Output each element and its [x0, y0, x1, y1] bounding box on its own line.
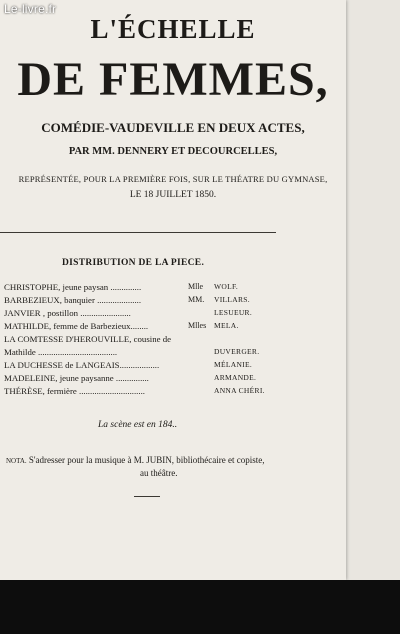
cast-role: THÉRÈSE, fermière ..............................	[4, 386, 145, 396]
premiere-date: LE 18 JUILLET 1850.	[129, 190, 217, 200]
cast-actor: DUVERGER.	[214, 347, 260, 356]
cast-prefix: MM.	[188, 295, 205, 304]
cast-row	[0, 295, 346, 307]
cast-role: MATHILDE, femme de Barbezieux........	[4, 321, 149, 331]
cast-row	[0, 373, 346, 385]
cast-role: BARBEZIEUX, banquier ....................	[4, 295, 142, 305]
subtitle: COMÉDIE-VAUDEVILLE EN DEUX ACTES,	[41, 120, 305, 135]
cast-actor: LESUEUR.	[214, 308, 253, 317]
cast-actor: ANNA CHÉRI.	[214, 386, 265, 395]
cast-heading: DISTRIBUTION DE LA PIECE.	[62, 258, 205, 268]
background-strip	[0, 580, 400, 634]
cast-role: LA COMTESSE D'HEROUVILLE, cousine de	[4, 334, 171, 344]
cast-role: LA DUCHESSE de LANGEAIS..................	[4, 360, 160, 370]
cast-role: MADELEINE, jeune paysanne ...............	[4, 373, 149, 383]
nota-line-2: au théâtre.	[140, 468, 178, 478]
title-line-2: DE FEMMES,	[17, 53, 329, 106]
cast-actor: WOLF.	[214, 282, 239, 291]
cast-row	[0, 360, 346, 372]
title-line-1: L'ÉCHELLE	[90, 14, 256, 44]
cast-role: CHRISTOPHE, jeune paysan ..............	[4, 282, 142, 292]
cast-actor: VILLARS.	[214, 295, 250, 304]
premiere-line: REPRÉSENTÉE, POUR LA PREMIÈRE FOIS, SUR LE THÉATRE DU GYMNASE,	[18, 174, 328, 184]
nota-line-1: S'adresser pour la musique à M. JUBIN, bibliothécaire et copiste,	[26, 455, 265, 465]
end-rule	[134, 496, 160, 497]
cast-row	[0, 321, 346, 333]
nota	[6, 454, 294, 479]
cast-prefix: Mlles	[188, 321, 207, 330]
cast-role: Mathilde ....................................	[4, 347, 118, 357]
nota-prefix: NOTA.	[6, 457, 27, 465]
cast-actor: MÉLANIE.	[214, 360, 253, 369]
cast-row	[0, 282, 346, 294]
cast-actor: MELA.	[214, 321, 239, 330]
cast-actor: ARMANDE.	[214, 373, 257, 382]
cast-prefix: Mlle	[188, 282, 204, 291]
cast-row	[0, 308, 346, 320]
cast-row	[0, 334, 346, 346]
watermark: Le-livre.fr	[4, 2, 57, 16]
divider	[0, 232, 276, 233]
cast-role: JANVIER , postillon .......................	[4, 308, 131, 318]
cast-row	[0, 386, 346, 398]
scene-note: La scène est en 184..	[98, 420, 178, 430]
cast-row	[0, 347, 346, 359]
authors: PAR MM. DENNERY ET DECOURCELLES,	[68, 146, 278, 157]
